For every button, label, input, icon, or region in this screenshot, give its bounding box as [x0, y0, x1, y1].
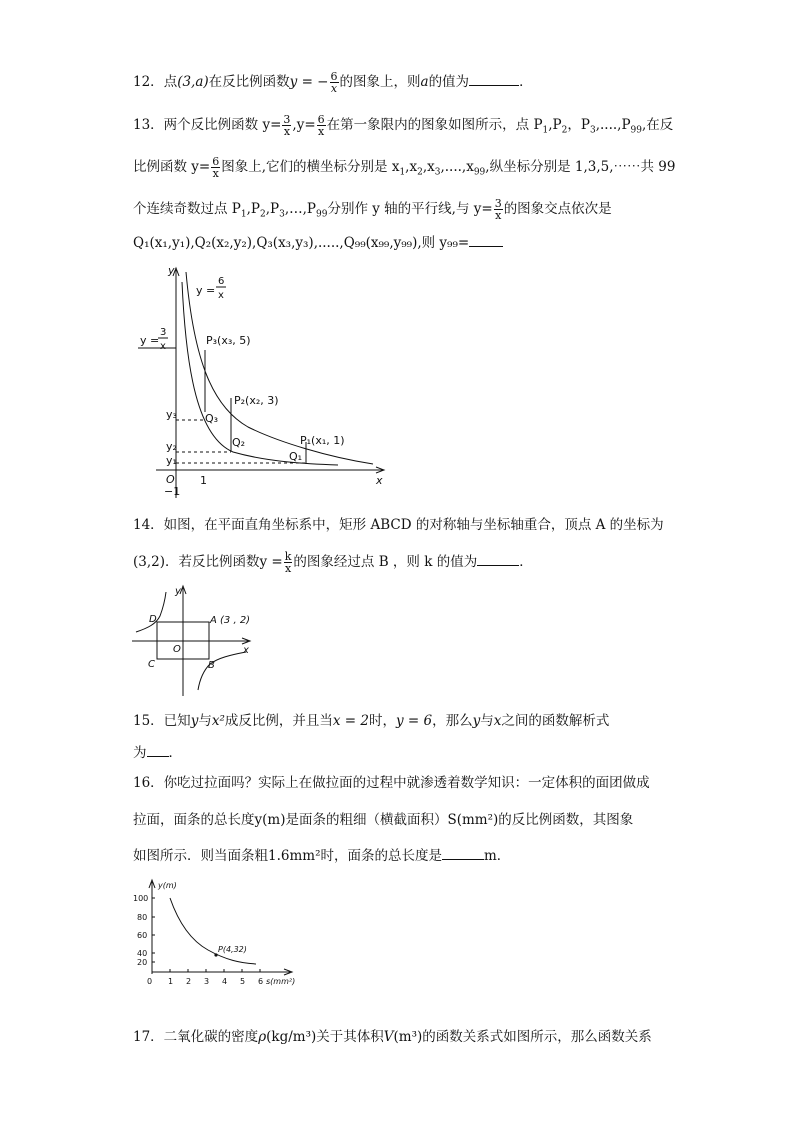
question-13-line-1: 13．两个反比例函数 y= $\frac{3}{x}$ ,y= $\frac{6}{x}$ 在第一象限内的图象如图所示，点 $P_1,P_2$，$P_3,....,P_{99}$,在反 — [133, 113, 674, 138]
question-16-line-3: 如图所示．则当面条粗1.6mm²时，面条的总长度是 m． — [133, 848, 511, 864]
label-y3: y₃ — [166, 408, 177, 421]
label-q3: Q₃ — [205, 412, 219, 425]
question-15-line-1: 15．已知y与x²成反比例，并且当x = 2时，y = 6，那么y与x之间的函数解析式 — [133, 713, 610, 729]
svg-text:1: 1 — [168, 977, 174, 986]
label-y1: y₁ — [166, 454, 177, 467]
label-3x-prefix: y = — [140, 334, 160, 347]
svg-text:3: 3 — [204, 977, 210, 986]
q12-number: 12． — [133, 74, 164, 90]
label-q2: Q₂ — [232, 436, 246, 449]
label-a: A (3 , 2) — [210, 615, 251, 626]
x-axis-label: x — [376, 474, 383, 487]
svg-text:3: 3 — [160, 327, 167, 338]
label-c: C — [148, 659, 155, 670]
label-p3: P₃(x₃, 5) — [206, 334, 251, 347]
label-d: D — [149, 614, 157, 625]
point-label: P(4,32) — [218, 945, 247, 954]
label-p2: P₂(x₂, 3) — [234, 394, 279, 407]
curve-6-over-x — [186, 272, 373, 464]
svg-text:5: 5 — [240, 977, 246, 986]
label-p1: P₁(x₁, 1) — [300, 434, 345, 447]
x-axis-label: s(mm²) — [266, 977, 296, 986]
answer-blank — [469, 233, 503, 247]
curve-inverse — [170, 898, 256, 964]
origin-label: O — [166, 473, 175, 486]
q12-fraction: $\frac{6}{x}$ — [330, 70, 338, 95]
q14-coord: (3,2) — [133, 554, 166, 570]
hyperbola-branch-upper-left — [136, 592, 166, 632]
svg-text:x: x — [218, 290, 224, 301]
svg-text:80: 80 — [137, 913, 148, 922]
label-y2: y₂ — [166, 440, 177, 453]
question-15-line-2: 为 ． — [133, 745, 182, 761]
label-q1: Q₁ — [289, 450, 303, 463]
question-13-line-2: 比例函数 y= $\frac{6}{x}$ 图象上,它们的横坐标分别是 $x_1,x_2,x_3,....,x_{99}$,纵坐标分别是 1,3,5,⋯⋯共 99 — [133, 155, 676, 180]
question-16-line-1: 16．你吃过拉面吗？实际上在做拉面的过程中就渗透着数学知识：一定体积的面团做成 — [133, 775, 650, 791]
question-14-line-2: (3,2)．若反比例函数y = $\frac{k}{x}$ 的图象经过点 B ，则 k 的值为 ． — [133, 550, 533, 575]
question-17-line-1: 17．二氧化碳的密度ρ(kg/m³)关于其体积V(m³)的函数关系式如图所示，那么函数关系 — [133, 1029, 652, 1045]
svg-text:100: 100 — [133, 894, 149, 903]
svg-text:20: 20 — [137, 958, 148, 967]
q13-figure — [138, 262, 388, 500]
svg-text:40: 40 — [137, 949, 148, 958]
svg-text:6: 6 — [218, 276, 225, 287]
answer-blank — [147, 743, 169, 757]
label-6x-prefix: y = — [196, 284, 216, 297]
hyperbola-branch-lower-right — [198, 652, 246, 690]
label-b: B — [208, 660, 215, 671]
y-axis-label: y(m) — [158, 881, 177, 890]
q12-point: (3,a) — [177, 74, 209, 90]
answer-blank — [442, 846, 484, 860]
question-14-line-1: 14．如图，在平面直角坐标系中，矩形 ABCD 的对称轴与坐标轴重合，顶点 A 的坐标为 — [133, 517, 664, 533]
label-o: O — [173, 644, 181, 655]
svg-text:4: 4 — [222, 977, 228, 986]
one-label: 1 — [200, 474, 207, 487]
svg-text:2: 2 — [186, 977, 192, 986]
q14-figure — [130, 582, 256, 698]
question-16-line-2: 拉面，面条的总长度y(m)是面条的粗细（横截面积）S(mm²)的反比例函数，其图象 — [133, 812, 634, 828]
question-13-line-4: Q₁(x₁,y₁),Q₂(x₂,y₂),Q₃(x₃,y₃),.....,Q₉₉(x₉₉,y₉₉),则 y₉₉= — [133, 233, 503, 253]
y-axis-label: y — [168, 264, 175, 277]
answer-blank — [477, 552, 519, 566]
svg-text:x: x — [160, 341, 166, 352]
answer-blank — [469, 72, 519, 86]
question-12: 12．点(3,a)在反比例函数y = − $\frac{6}{x}$ 的图象上，则a的值为 ． — [133, 70, 533, 95]
q16-figure — [128, 876, 308, 994]
svg-text:0: 0 — [147, 977, 153, 986]
svg-text:60: 60 — [137, 931, 148, 940]
svg-text:6: 6 — [258, 977, 264, 986]
neg-one-label: −1 — [164, 485, 181, 498]
y-label: y — [175, 586, 181, 597]
x-label: x — [243, 645, 249, 656]
question-13-line-3: 个连续奇数过点 $P_1,P_2,P_3,\dots,P_{99}$分别作 y 轴的平行线,与 y= $\frac{3}{x}$ 的图象交点依次是 — [133, 197, 612, 222]
